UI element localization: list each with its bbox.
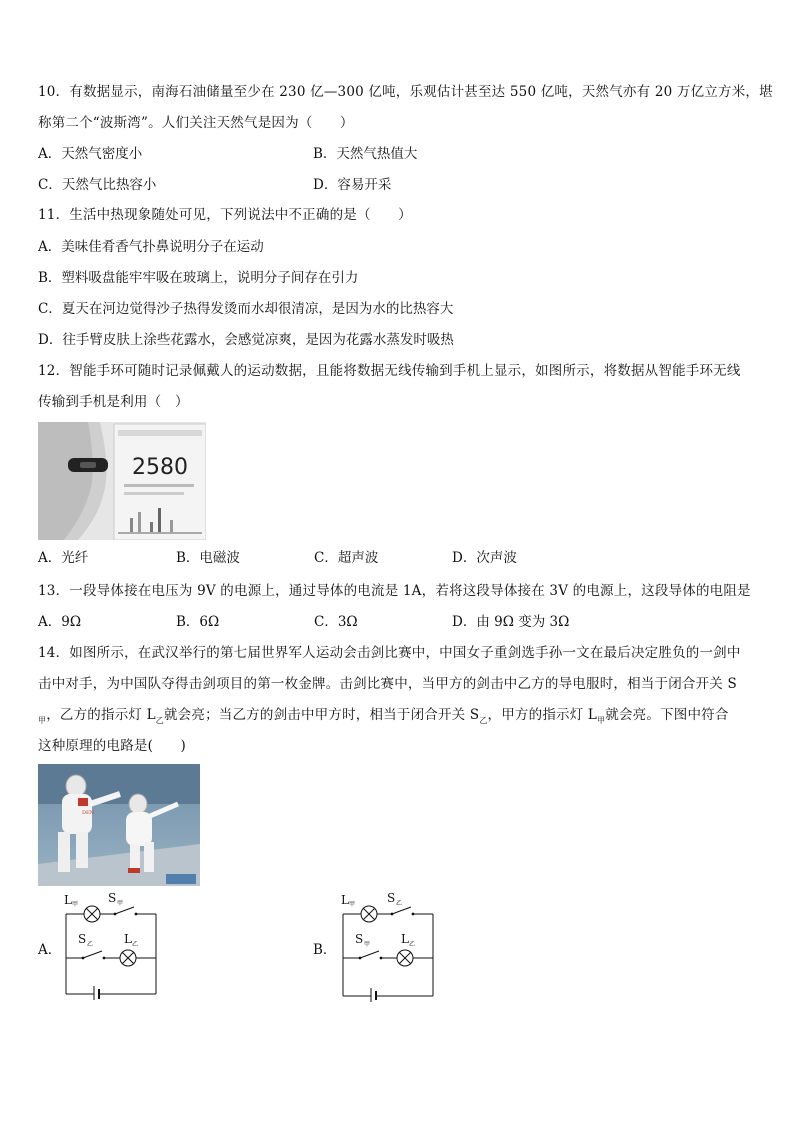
circuit-b-l-yi: L: [401, 932, 409, 946]
circuit-a-s-yi: S: [78, 932, 87, 946]
q14-line2: 击中对手，为中国队夺得击剑项目的第一枚金牌。击剑比赛中，当甲方的剑击中乙方的导电服时，相当于闭合开关 S: [38, 676, 737, 692]
q13-stem: 13．一段导体接在电压为 9V 的电源上，通过导体的电流是 1A，若将这段导体接在 3V 的电源上，这段导体的电阻是: [38, 583, 751, 599]
q10-option-a[interactable]: A．天然气密度小: [38, 146, 143, 162]
photo-text-den: DEN: [82, 810, 95, 816]
q12-option-c[interactable]: C．超声波: [314, 550, 379, 566]
q13-option-c[interactable]: C．3Ω: [314, 614, 358, 630]
q14-line1: 14．如图所示，在武汉举行的第七届世界军人运动会击剑比赛中，中国女子重剑选手孙一文在最后决定胜负的一剑中: [38, 645, 741, 661]
circuit-a-s-jia-sub: 甲: [117, 900, 124, 907]
circuit-b-l-yi-sub: 乙: [409, 941, 416, 948]
q10-option-b[interactable]: B．天然气热值大: [313, 146, 418, 162]
screen-step-count: 2580: [132, 455, 188, 480]
circuit-a-diagram[interactable]: [58, 890, 166, 1000]
q13-option-b[interactable]: B．6Ω: [176, 614, 220, 630]
q11-option-a[interactable]: A．美味佳肴香气扑鼻说明分子在运动: [38, 239, 264, 255]
q13-option-a[interactable]: A．9Ω: [38, 614, 82, 630]
q10-line1: 10．有数据显示，南海石油储量至少在 230 亿—300 亿吨，乐观估计甚至达 550 亿吨，天然气亦有 20 万亿立方米，堪: [38, 84, 773, 100]
q14-line3-d: 就会亮。下图中符合: [605, 707, 729, 723]
circuit-b-diagram[interactable]: [335, 890, 443, 1002]
circuit-b-s-jia: S: [355, 932, 364, 946]
q10-option-c[interactable]: C．天然气比热容小: [38, 177, 157, 193]
circuit-b-s-jia-sub: 甲: [364, 941, 371, 948]
q10-option-d[interactable]: D．容易开采: [313, 177, 392, 193]
circuit-a-l-yi-sub: 乙: [132, 941, 139, 948]
sub-jia-2: 甲: [597, 716, 606, 725]
circuit-b-s-yi-sub: 乙: [396, 900, 403, 907]
circuit-a-l-jia: L: [64, 893, 72, 907]
q12-line2: 传输到手机是利用（ ）: [38, 394, 189, 410]
circuit-a-s-jia: S: [108, 891, 117, 905]
sub-yi: 乙: [155, 716, 164, 725]
q14-line3-a: ，乙方的指示灯 L: [46, 707, 156, 723]
q10-line2: 称第二个“波斯湾”。人们关注天然气是因为（ ）: [38, 115, 354, 131]
fencing-photo: [38, 764, 200, 886]
sub-yi-2: 乙: [479, 716, 488, 725]
circuit-a-l-yi: L: [124, 932, 132, 946]
q12-line1: 12．智能手环可随时记录佩戴人的运动数据，且能将数据无线传输到手机上显示，如图所示，将数据从智能手环无线: [38, 363, 741, 379]
q11-option-d[interactable]: D．往手臂皮肤上涂些花露水，会感觉凉爽，是因为花露水蒸发时吸热: [38, 332, 454, 348]
circuit-b-label[interactable]: B．: [313, 942, 337, 958]
sub-jia: 甲: [38, 716, 47, 725]
circuit-a-label[interactable]: A．: [38, 942, 62, 958]
q14-line3-c: ，甲方的指示灯 L: [487, 707, 598, 723]
circuit-b-l-jia-sub: 甲: [349, 901, 356, 908]
q12-option-a[interactable]: A．光纤: [38, 550, 89, 566]
q11-stem: 11．生活中热现象随处可见，下列说法中不正确的是（ ）: [38, 207, 412, 223]
q11-option-b[interactable]: B．塑料吸盘能牢牢吸在玻璃上，说明分子间存在引力: [38, 270, 359, 286]
q12-option-d[interactable]: D．次声波: [452, 550, 517, 566]
q13-option-d[interactable]: D．由 9Ω 变为 3Ω: [452, 614, 570, 630]
q11-option-c[interactable]: C．夏天在河边觉得沙子热得发烫而水却很清凉，是因为水的比热容大: [38, 301, 454, 317]
q14-line3-b: 就会亮；当乙方的剑击中甲方时，相当于闭合开关 S: [163, 707, 480, 723]
q12-option-b[interactable]: B．电磁波: [176, 550, 240, 566]
circuit-b-l-jia: L: [341, 893, 349, 907]
q14-line3: [38, 705, 729, 731]
circuit-b-s-yi: S: [387, 891, 396, 905]
circuit-a-l-jia-sub: 甲: [72, 901, 79, 908]
circuit-a-s-yi-sub: 乙: [87, 941, 94, 948]
q14-line4: 这种原理的电路是( ): [38, 738, 186, 754]
smart-band-photo: [38, 422, 206, 540]
